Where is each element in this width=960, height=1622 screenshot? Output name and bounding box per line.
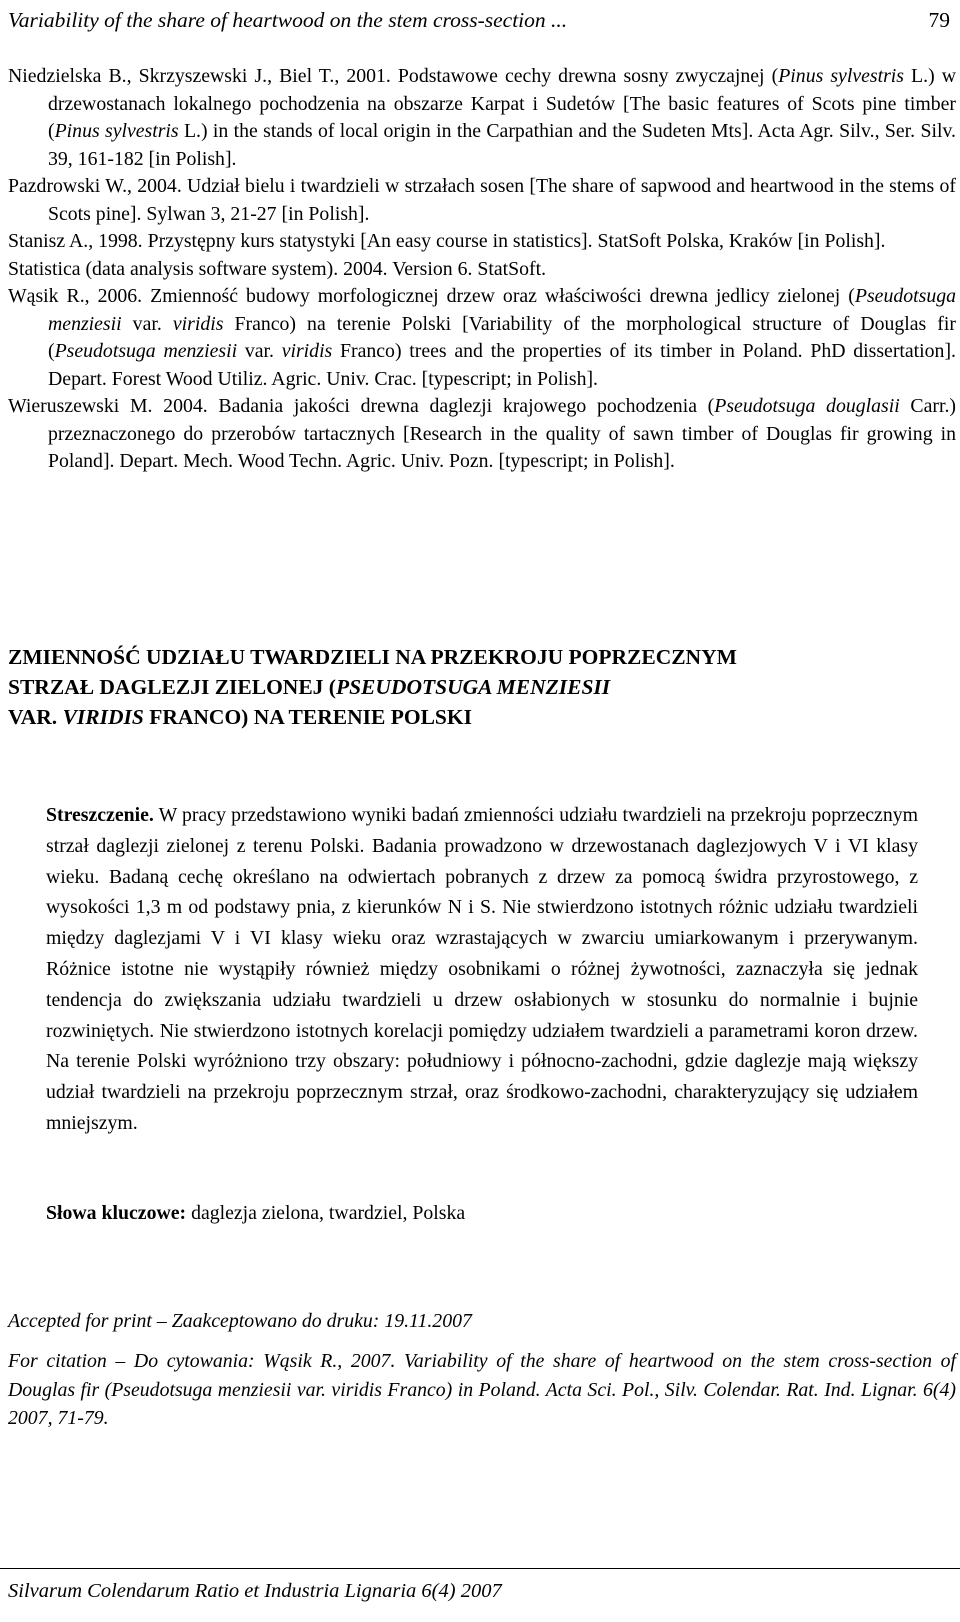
title-line: [8, 702, 948, 732]
abstract: [46, 800, 918, 1139]
title-species-italic: PSEUDOTSUGA MENZIESII: [335, 675, 611, 699]
title-text: STRZAŁ DAGLEZJI ZIELONEJ (: [8, 675, 336, 699]
ref-text: L.) in the stands of local origin in the Carpathian and the Sudeten Mts]. Acta Agr. Silv., Ser. Silv. 39, 161-182 [in Polish].: [48, 120, 956, 170]
keywords: [46, 1198, 918, 1228]
title-text: ZMIENNOŚĆ UDZIAŁU TWARDZIELI NA PRZEKROJU POPRZECZNYM: [8, 645, 737, 669]
journal-footer: Silvarum Colendarum Ratio et Industria Lignaria 6(4) 2007: [8, 1580, 502, 1602]
reference-entry: [8, 393, 956, 476]
reference-entry: [8, 256, 956, 284]
ref-text: Niedzielska B., Skrzyszewski J., Biel T., 2001. Podstawowe cechy drewna sosny zwyczajnej (: [8, 65, 779, 87]
title-text: FRANCO) NA TERENIE POLSKI: [143, 705, 472, 729]
abstract-label: Streszczenie.: [46, 804, 154, 826]
ref-text: Wąsik R., 2006. Zmienność budowy morfologicznej drzew oraz właściwości drewna jedlicy zielonej (: [8, 285, 855, 307]
running-header: [8, 2, 950, 38]
ref-species-italic: viridis: [281, 340, 333, 362]
title-species-italic: VIRIDIS: [62, 705, 144, 729]
citation-note: For citation – Do cytowania: Wąsik R., 2007. Variability of the share of heartwood on the stem cross-section of Douglas fir (Pseudotsuga menziesii var. viridis Franco) in Poland. Acta Sci. Pol., Silv. Colendar. Rat. Ind. Lignar. 6(4) 2007, 71-79.: [8, 1350, 956, 1429]
ref-text: Franco) na terenie Polski [Variability of the morphological structure of Douglas fir (: [48, 312, 956, 362]
reference-entry: [8, 228, 956, 256]
polish-article-title: [8, 642, 948, 732]
references-list: [8, 63, 956, 476]
ref-text: Carr.) przeznaczonego do przerobów tartacznych [Research in the quality of sawn timber of Douglas fir growing in Poland]. Depart. Mech. Wood Techn. Agric. Univ. Pozn. [typescript; in Polish].: [48, 395, 956, 472]
ref-text: Franco) trees and the properties of its timber in Poland. PhD dissertation]. Depart. Forest Wood Utiliz. Agric. Univ. Crac. [typescript; in Polish].: [48, 340, 956, 390]
ref-species-italic: Pseudotsuga douglasii: [714, 395, 900, 417]
ref-text: Wieruszewski M. 2004. Badania jakości drewna daglezji krajowego pochodzenia (: [8, 395, 715, 417]
page-number: 79: [928, 7, 950, 32]
keywords-label: Słowa kluczowe:: [46, 1202, 187, 1224]
ref-text: Statistica (data analysis software system). 2004. Version 6. StatSoft.: [8, 257, 547, 280]
abstract-text: W pracy przedstawiono wyniki badań zmienności udziału twardzieli na przekroju poprzecznym strzał daglezji zielonej z terenu Polski. Badania prowadzono w drzewostanach daglezjowych V i VI klasy wieku. Badaną cechę określano na odwiertach pobranych z drzew za pomocą świdra przyrostowego, z wysokości 1,3 m od podstawy pnia, z kierunków N i S. Nie stwierdzono istotnych różnic udziału twardzieli między daglezjami V i VI klasy wieku oraz wzrastających w zwarciu umiarkowanym i przerywanym. Różnice istotne nie wystąpiły również między osobnikami o różnej żywotności, zaznaczyła się jednak tendencja do zwiększania udziału twardzieli u drzew osłabionych w stosunku do normalnie i bujnie rozwiniętych. Nie stwierdzono istotnych korelacji pomiędzy udziałem twardzieli a parametrami koron drzew. Na terenie Polski wyróżniono trzy obszary: południowy i północno-zachodni, gdzie daglezje mają większy udział twardzieli na przekroju poprzecznym strzał, oraz środkowo-zachodni, charakteryzujący się udziałem mniejszym.: [46, 804, 918, 1134]
ref-text: Pazdrowski W., 2004. Udział bielu i twardzieli w strzałach sosen [The share of sapwood and heartwood in the stems of Scots pine]. Sylwan 3, 21-27 [in Polish].: [8, 175, 956, 225]
title-line: [8, 642, 948, 672]
reference-entry: [8, 173, 956, 228]
ref-species-italic: Pinus sylvestris: [778, 65, 904, 87]
ref-species-italic: Pseudotsuga menziesii: [54, 340, 238, 362]
ref-text: var.: [121, 312, 173, 335]
footer-divider: [0, 1568, 960, 1569]
ref-text: Stanisz A., 1998. Przystępny kurs statystyki [An easy course in statistics]. StatSoft Polska, Kraków [in Polish].: [8, 230, 886, 252]
running-title: Variability of the share of heartwood on the stem cross-section ...: [8, 7, 568, 32]
keywords-text: daglezja zielona, twardziel, Polska: [186, 1202, 466, 1224]
reference-entry: [8, 283, 956, 393]
ref-text: var.: [237, 340, 282, 362]
ref-species-italic: Pseudotsuga menziesii: [48, 285, 956, 335]
reference-entry: [8, 63, 956, 173]
title-text: VAR.: [8, 705, 63, 729]
title-line: [8, 672, 948, 702]
ref-species-italic: viridis: [172, 312, 224, 335]
ref-species-italic: Pinus sylvestris: [54, 120, 179, 142]
accepted-note: Accepted for print – Zaakceptowano do druku: 19.11.2007: [8, 1310, 472, 1332]
ref-text: L.) w drzewostanach lokalnego pochodzenia na obszarze Karpat i Sudetów [The basic features of Scots pine timber (: [48, 65, 957, 142]
